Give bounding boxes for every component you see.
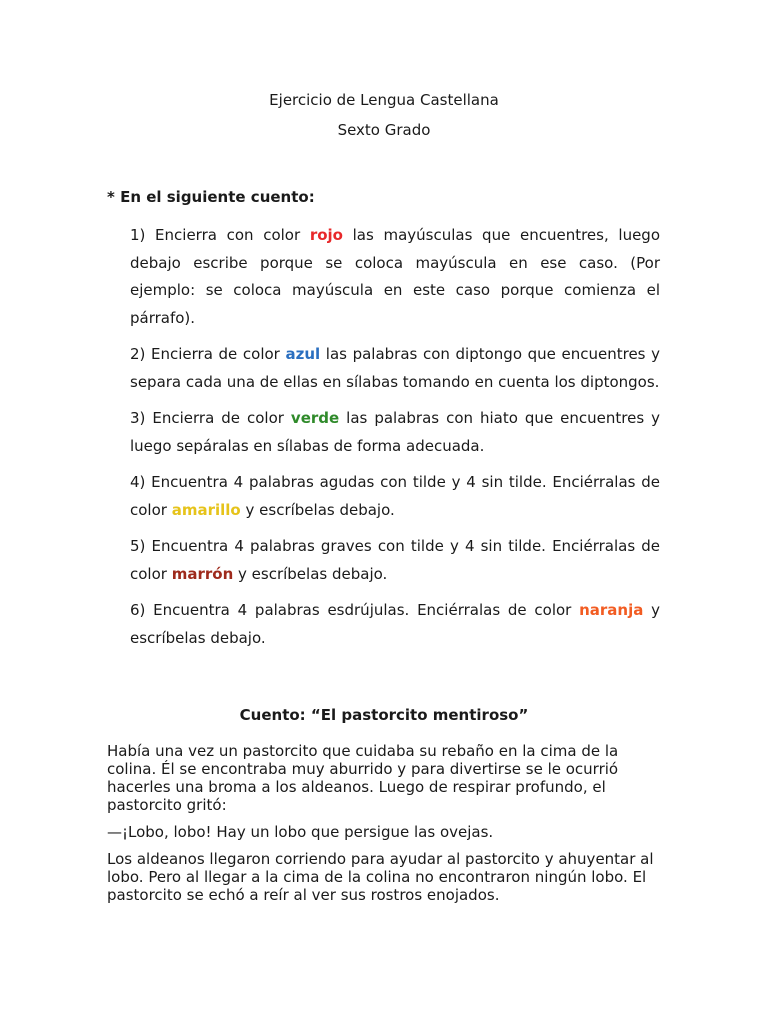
instruction-item: [130, 405, 660, 460]
color-word-verde: verde: [290, 409, 340, 427]
story-title: Cuento: “El pastorcito mentiroso”: [239, 706, 529, 724]
instruction-text: las palabras con diptongo que encuentres y separa cada una de ellas en sílabas tomando en cuenta los diptongos.: [130, 345, 660, 391]
color-word-naranja: naranja: [579, 601, 644, 619]
instruction-text: 6) Encuentra 4 palabras esdrújulas. Enciérralas de color: [130, 601, 580, 619]
instruction-text: las mayúsculas que encuentres, luego debajo escribe porque se coloca mayúscula en ese caso. (Por ejemplo: se coloca mayúscula en este caso porque comienza el párrafo).: [130, 226, 660, 327]
instruction-text: y escríbelas debajo.: [240, 500, 395, 519]
story-body: [107, 742, 667, 913]
instruction-text: 2) Encierra de color: [130, 345, 286, 363]
document-subtitle: Sexto Grado: [337, 121, 431, 139]
intro-heading: * En el siguiente cuento:: [107, 188, 315, 206]
instruction-text: las palabras con hiato que encuentres y luego sepáralas en sílabas de forma adecuada.: [130, 409, 661, 455]
instruction-list: [130, 222, 660, 661]
instruction-text: 5) Encuentra 4 palabras graves con tilde y 4 sin tilde. Enciérralas de color: [130, 537, 660, 583]
instruction-text: 1) Encierra con color: [130, 226, 310, 244]
color-word-amarillo: amarillo: [171, 500, 241, 519]
color-word-marron: marrón: [171, 564, 234, 583]
story-paragraph: Los aldeanos llegaron corriendo para ayudar al pastorcito y ahuyentar al lobo. Pero al llegar a la cima de la colina no encontraron ningún lobo. El pastorcito se echó a reír al ver sus rostros enojados.: [107, 850, 654, 904]
story-paragraph: —¡Lobo, lobo! Hay un lobo que persigue las ovejas.: [107, 823, 494, 841]
color-word-rojo: rojo: [309, 226, 343, 244]
color-word-azul: azul: [285, 345, 321, 363]
instruction-text: 3) Encierra de color: [130, 409, 291, 427]
instruction-text: y escríbelas debajo.: [130, 601, 660, 647]
instruction-item: [130, 222, 660, 332]
story-paragraph: Había una vez un pastorcito que cuidaba su rebaño en la cima de la colina. Él se encontraba muy aburrido y para divertirse se le ocurrió hacerles una broma a los aldeanos. Luego de respirar profundo, el pastorcito gritó:: [107, 742, 619, 814]
instruction-item: [130, 341, 660, 396]
instruction-item: [130, 469, 660, 524]
instruction-text: y escríbelas debajo.: [233, 564, 388, 583]
document-title: Ejercicio de Lengua Castellana: [269, 91, 499, 109]
instruction-text: 4) Encuentra 4 palabras agudas con tilde y 4 sin tilde. Enciérralas de color: [130, 473, 660, 519]
instruction-item: [130, 533, 660, 588]
instruction-item: [130, 597, 660, 652]
